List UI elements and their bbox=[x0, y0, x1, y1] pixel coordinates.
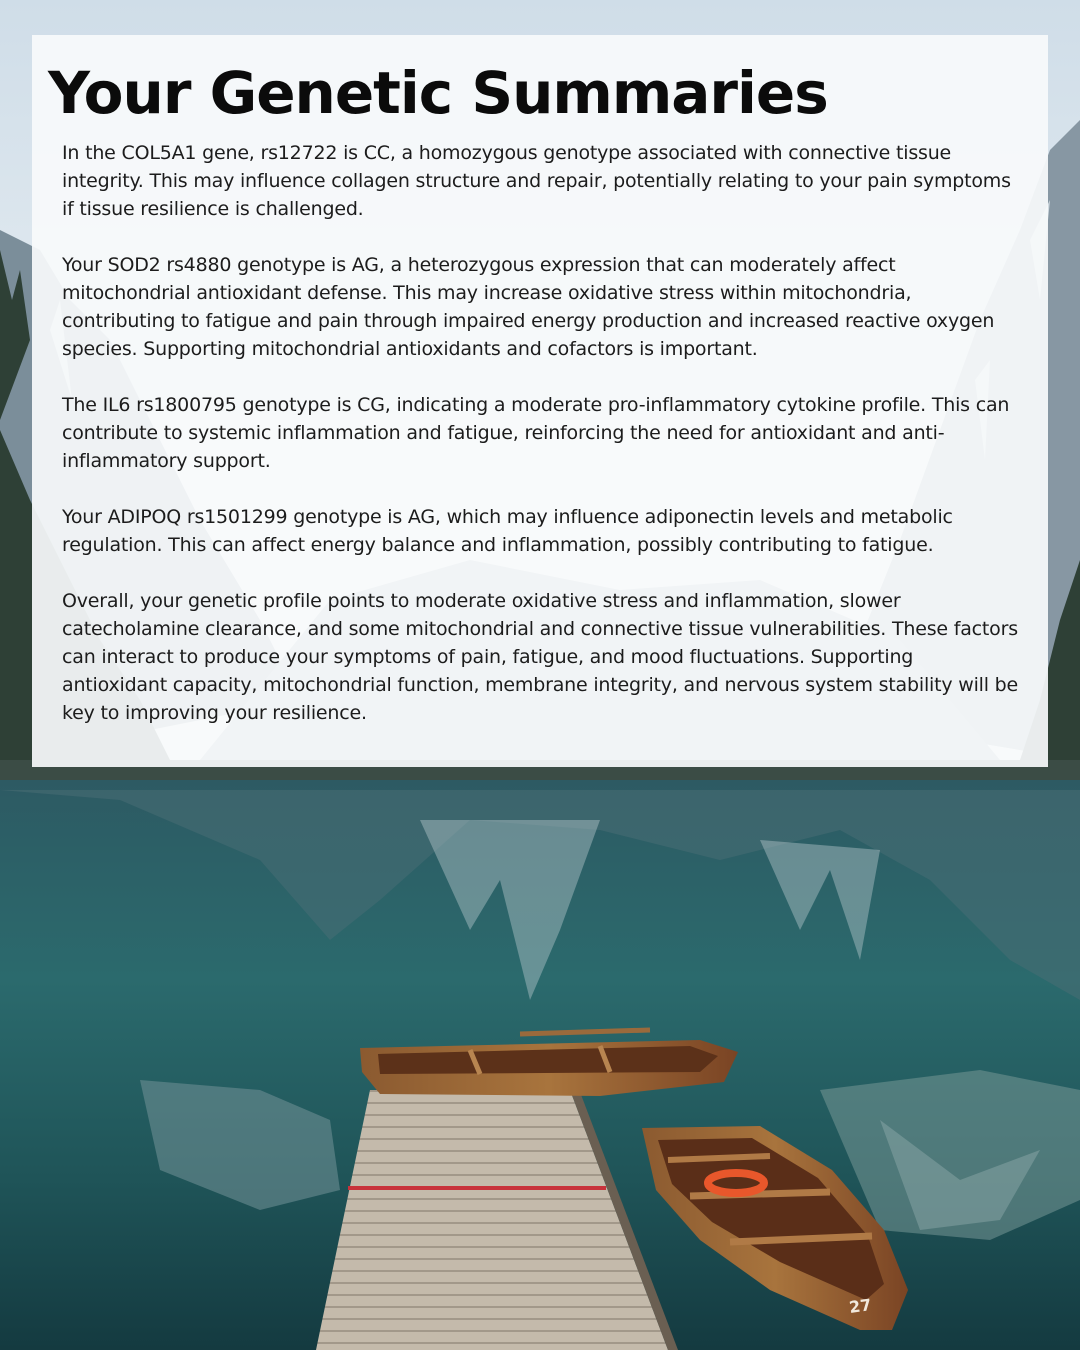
summary-paragraph-col5a1: In the COL5A1 gene, rs12722 is CC, a homozygous genotype associated with connective tissue integrity. This may influence collagen structure and repair, potentially relating to your pain symptoms if tissue resilience is challenged. bbox=[62, 142, 1011, 220]
summary-card bbox=[32, 35, 1048, 767]
summary-paragraph-sod2: Your SOD2 rs4880 genotype is AG, a heterozygous expression that can moderately affect mitochondrial antioxidant defense. This may increase oxidative stress within mitochondria, contributing to fatigue and pain through impaired energy production and increased reactive oxygen species. Supporting mitochondrial antioxidants and cofactors is important. bbox=[62, 254, 995, 360]
summary-paragraph-overall: Overall, your genetic profile points to moderate oxidative stress and inflammation, slower catecholamine clearance, and some mitochondrial and connective tissue vulnerabilities. These factors can interact to produce your symptoms of pain, fatigue, and mood fluctuations. Supporting antioxidant capacity, mitochondrial function, membrane integrity, and nervous system stability will be key to improving your resilience. bbox=[62, 590, 1018, 724]
summary-paragraph-adipoq: Your ADIPOQ rs1501299 genotype is AG, which may influence adiponectin levels and metabolic regulation. This can affect energy balance and inflammation, possibly contributing to fatigue. bbox=[62, 506, 953, 556]
boat-lower-seat-3 bbox=[668, 1156, 770, 1160]
boat-number: 27 bbox=[847, 1295, 873, 1317]
page-title: Your Genetic Summaries bbox=[48, 59, 828, 127]
summary-paragraph-il6: The IL6 rs1800795 genotype is CG, indicating a moderate pro-inflammatory cytokine profile. This can contribute to systemic inflammation and fatigue, reinforcing the need for antioxidant and anti-inflammatory support. bbox=[62, 394, 1010, 472]
